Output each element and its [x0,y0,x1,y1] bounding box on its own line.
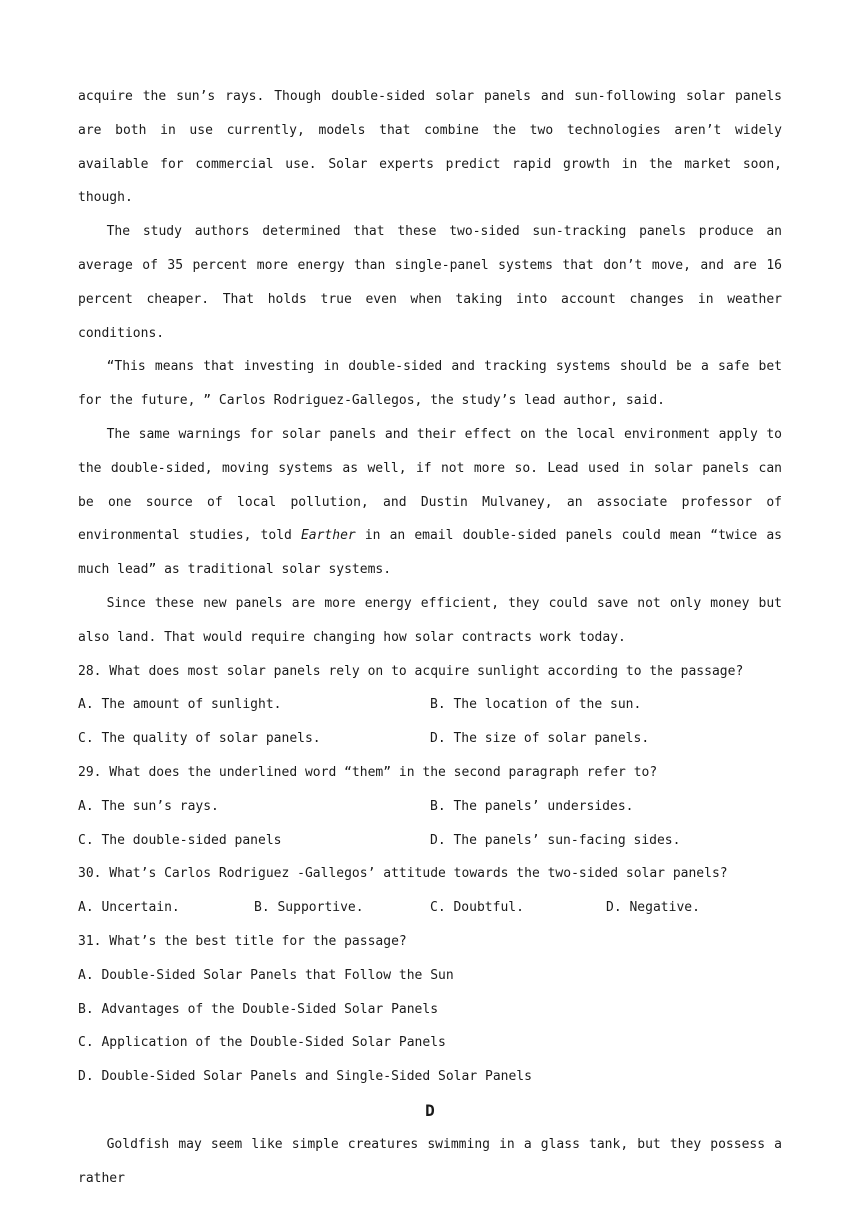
passage-paragraph-1: acquire the sun’s rays. Though double-sided solar panels and sun-following solar panels are both in use currently, models that combine the two technologies aren’t widely available for commercial use. Solar experts predict rapid growth in the market soon, though. [78,89,782,206]
passage-paragraph-4-end: in an email double-sided panels could mean “twice as much lead” as traditional solar systems. [78,528,782,578]
question-29-options-row-1 [78,790,782,824]
question-30-stem: 30. What’s Carlos Rodriguez -Gallegos’ attitude towards the two-sided solar panels? [78,866,728,882]
question-28-options-row-2 [78,722,782,756]
question-28-stem: 28. What does most solar panels rely on to acquire sunlight according to the passage? [78,663,744,679]
question-28-options-row-1 [78,688,782,722]
question-31-option-d: D. Double-Sided Solar Panels and Single-Sided Solar Panels [78,1069,532,1085]
publication-name: Earther [300,528,356,544]
question-29-option-a: A. The sun’s rays. [78,798,219,814]
question-28-option-a: A. The amount of sunlight. [78,697,282,713]
question-29-option-c: C. The double-sided panels [78,832,282,848]
question-28-option-b: B. The location of the sun. [430,697,642,713]
question-30-option-b: B. Supportive. [254,900,364,916]
passage-paragraph-4 [78,418,782,587]
question-31-option-a: A. Double-Sided Solar Panels that Follow the Sun [78,967,454,983]
question-29-options-row-2 [78,824,782,858]
question-31-option-b: B. Advantages of the Double-Sided Solar Panels [78,1001,439,1017]
question-30-options-row [78,891,782,925]
question-28-option-c: C. The quality of solar panels. [78,731,321,747]
passage-paragraph-2: The study authors determined that these two-sided sun-tracking panels produce an average of 35 percent more energy than single-panel systems that don’t move, and are 16 percent cheaper. That holds true even when taking into account changes in weather conditions. [78,224,782,341]
section-d-first-line: Goldfish may seem like simple creatures swimming in a glass tank, but they possess a rather [78,1136,782,1186]
question-30-option-c: C. Doubtful. [430,900,524,916]
passage-paragraph-3: “This means that investing in double-sided and tracking systems should be a safe bet for the future, ” Carlos Rodriguez-Gallegos, the study’s lead author, said. [78,359,782,409]
question-29-stem: 29. What does the underlined word “them” in the second paragraph refer to? [78,764,658,780]
passage-paragraph-5: Since these new panels are more energy efficient, they could save not only money but also land. That would require changing how solar contracts work today. [78,595,782,645]
question-30-option-d: D. Negative. [606,900,700,916]
question-30-option-a: A. Uncertain. [78,900,180,916]
question-29-option-b: B. The panels’ undersides. [430,798,634,814]
document-page [78,80,782,1195]
section-heading-d: D [425,1100,435,1120]
question-29-option-d: D. The panels’ sun-facing sides. [430,832,681,848]
question-28-option-d: D. The size of solar panels. [430,731,650,747]
passage-paragraph-4-start: The same warnings for solar panels and their effect on the local environment apply to the double-sided, moving systems as well, if not more so. Lead used in solar panels can be one source of local pollution, and Dustin Mulvaney, an associate professor of environmental studies, told [78,426,782,544]
question-31-option-c: C. Application of the Double-Sided Solar Panels [78,1035,446,1051]
question-31-stem: 31. What’s the best title for the passage? [78,933,407,949]
